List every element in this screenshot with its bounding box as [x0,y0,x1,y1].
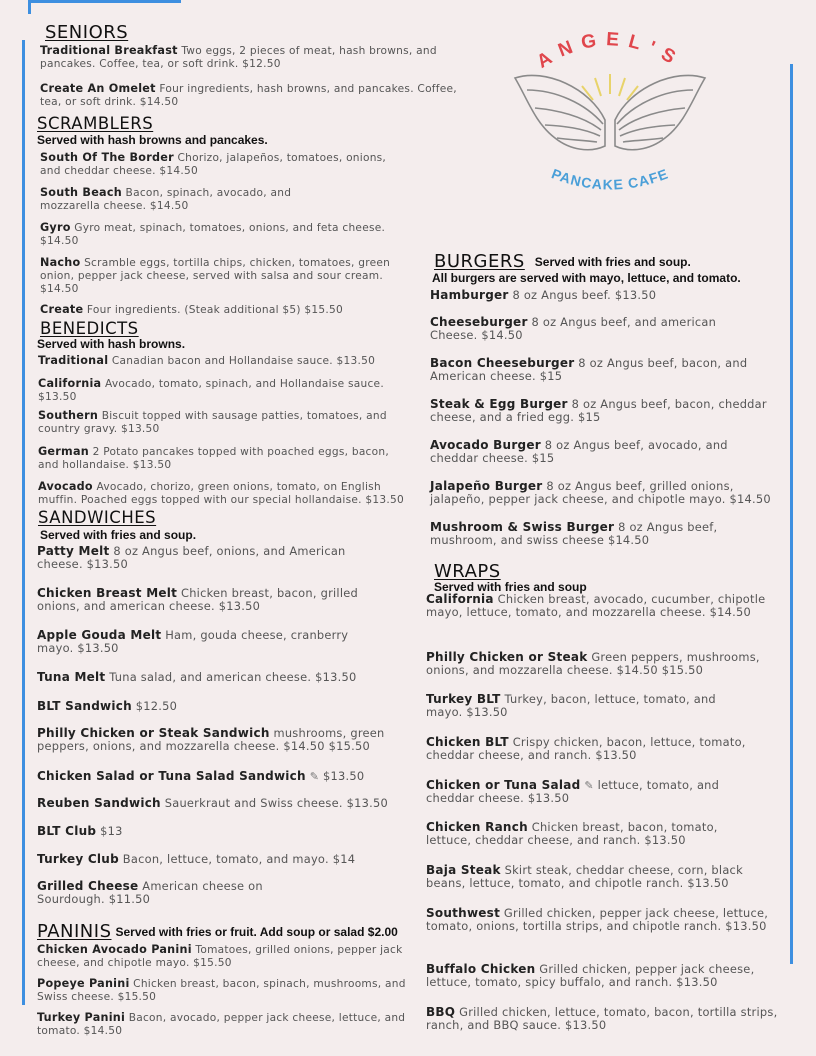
menu-item: Steak & Egg Burger 8 oz Angus beef, bacon, cheddar cheese, and a fried egg. $15 [430,397,767,425]
sandwiches-title: SANDWICHES [38,508,157,527]
menu-item: Avocado Avocado, chorizo, green onions, tomato, on English muffin. Poached eggs topped with our special hollandaise. $13.50 [38,480,404,507]
menu-item: Nacho Scramble eggs, tortilla chips, chicken, tomatoes, green onion, pepper jack cheese, served with salsa and sour cream. $14.50 [40,256,391,296]
menu-item: Hamburger 8 oz Angus beef. $13.50 [430,288,657,302]
angels-pancake-cafe-logo [505,28,715,203]
menu-item: Avocado Burger 8 oz Angus beef, avocado, and cheddar cheese. $15 [430,438,728,466]
menu-item: BLT Club $13 [37,824,123,838]
menu-item: Turkey Panini Bacon, avocado, pepper jack cheese, lettuce, and tomato. $14.50 [37,1011,406,1038]
menu-item: Jalapeño Burger 8 oz Angus beef, grilled onions, jalapeño, pepper jack cheese, and chipotle mayo. $14.50 [430,479,771,507]
menu-item: Southwest Grilled chicken, pepper jack cheese, lettuce, tomato, onions, tortilla strips, and chipotle ranch. $13.50 [426,906,769,934]
benedicts-subtitle: Served with hash browns. [37,337,186,351]
menu-item: Philly Chicken or Steak Green peppers, mushrooms, onions, and mozzarella cheese. $14.50 $15.50 [426,650,760,678]
menu-item: Chicken Avocado Panini Tomatoes, grilled onions, pepper jack cheese, and chipotle mayo. $15.50 [37,943,403,970]
left-accent-line [22,40,25,1005]
top-accent-tick [28,0,31,14]
menu-item: Turkey Club Bacon, lettuce, tomato, and mayo. $14 [37,852,356,866]
menu-item: Southern Biscuit topped with sausage patties, tomatoes, and country gravy. $13.50 [38,409,387,436]
top-accent-line [28,0,181,3]
menu-item: California Avocado, tomato, spinach, and Hollandaise sauce. $13.50 [38,377,384,404]
menu-item: South Of The Border Chorizo, jalapeños, tomatoes, onions, and cheddar cheese. $14.50 [40,151,387,178]
menu-item: Mushroom & Swiss Burger 8 oz Angus beef, mushroom, and swiss cheese $14.50 [430,520,718,548]
logo-bottom-text: PANCAKE CAFE [549,165,671,193]
menu-item: Philly Chicken or Steak Sandwich mushrooms, green peppers, onions, and mozzarella cheese. $14.50 $15.50 [37,726,385,754]
menu-item: German 2 Potato pancakes topped with poached eggs, bacon, and hollandaise. $13.50 [38,445,389,472]
menu-item: Reuben Sandwich Sauerkraut and Swiss cheese. $13.50 [37,796,388,810]
right-accent-line [790,64,793,964]
menu-item: Bacon Cheeseburger 8 oz Angus beef, bacon, and American cheese. $15 [430,356,748,384]
burgers-subtitle: Served with fries and soup. [534,255,691,269]
menu-item: Turkey BLT Turkey, bacon, lettuce, tomato, and mayo. $13.50 [426,692,716,720]
menu-item: Gyro Gyro meat, spinach, tomatoes, onions, and feta cheese. $14.50 [40,221,386,248]
benedicts-title: BENEDICTS [40,319,139,338]
seniors-title: SENIORS [45,22,129,43]
svg-text:PANCAKE CAFE [549,165,670,192]
paninis-header [37,922,398,941]
sandwiches-subtitle: Served with fries and soup. [40,528,197,542]
menu-item: Create Four ingredients. (Steak additional $5) $15.50 [40,303,343,316]
menu-item: Chicken or Tuna Salad ✎ lettuce, tomato, and cheddar cheese. $13.50 [426,778,720,806]
menu-item: Grilled Cheese American cheese on Sourdough. $11.50 [37,879,263,907]
sun-rays-icon [582,74,638,100]
burgers-title: BURGERS [434,251,525,272]
pencil-icon: ✎ [584,779,594,792]
menu-item: Traditional Breakfast Two eggs, 2 pieces of meat, hash browns, and pancakes. Coffee, tea, or soft drink. $12.50 [40,44,437,71]
menu-item: Buffalo Chicken Grilled chicken, pepper jack cheese, lettuce, tomato, spicy buffalo, and ranch. $13.50 [426,962,755,990]
scramblers-title: SCRAMBLERS [37,114,154,133]
logo-top-text: ANGEL'S [533,29,687,73]
paninis-title: PANINIS [37,921,112,942]
menu-item: Chicken BLT Crispy chicken, bacon, lettuce, tomato, cheddar cheese, and ranch. $13.50 [426,735,746,763]
menu-item: Tuna Melt Tuna salad, and american cheese. $13.50 [37,670,357,684]
burgers-header [434,252,691,271]
svg-text:ANGEL'S [533,29,686,73]
menu-item: South Beach Bacon, spinach, avocado, and mozzarella cheese. $14.50 [40,186,292,213]
burgers-note: All burgers are served with mayo, lettuce, and tomato. [432,271,741,285]
menu-item: BLT Sandwich $12.50 [37,699,178,713]
paninis-subtitle: Served with fries or fruit. Add soup or salad $2.00 [115,925,398,939]
menu-item: California Chicken breast, avocado, cucumber, chipotle mayo, lettuce, tomato, and mozzarella cheese. $14.50 [426,592,766,620]
menu-item: BBQ Grilled chicken, lettuce, tomato, bacon, tortilla strips, ranch, and BBQ sauce. $13.50 [426,1005,778,1033]
menu-item: Apple Gouda Melt Ham, gouda cheese, cranberry mayo. $13.50 [37,628,349,656]
wraps-title: WRAPS [434,561,501,582]
menu-item: Chicken Salad or Tuna Salad Sandwich ✎ $13.50 [37,769,365,783]
menu-item: Chicken Breast Melt Chicken breast, bacon, grilled onions, and american cheese. $13.50 [37,586,358,614]
pencil-icon: ✎ [309,770,320,783]
menu-item: Traditional Canadian bacon and Hollandaise sauce. $13.50 [38,354,376,367]
menu-item: Baja Steak Skirt steak, cheddar cheese, corn, black beans, lettuce, tomato, and chipotle ranch. $13.50 [426,863,743,891]
menu-item: Popeye Panini Chicken breast, bacon, spinach, mushrooms, and Swiss cheese. $15.50 [37,977,406,1004]
menu-item: Cheeseburger 8 oz Angus beef, and american Cheese. $14.50 [430,315,717,343]
wraps-subtitle: Served with fries and soup [434,580,587,594]
menu-item: Create An Omelet Four ingredients, hash browns, and pancakes. Coffee, tea, or soft drink. $14.50 [40,82,457,109]
menu-item: Chicken Ranch Chicken breast, bacon, tomato, lettuce, cheddar cheese, and ranch. $13.50 [426,820,718,848]
menu-item: Patty Melt 8 oz Angus beef, onions, and American cheese. $13.50 [37,544,346,572]
scramblers-subtitle: Served with hash browns and pancakes. [37,133,268,147]
